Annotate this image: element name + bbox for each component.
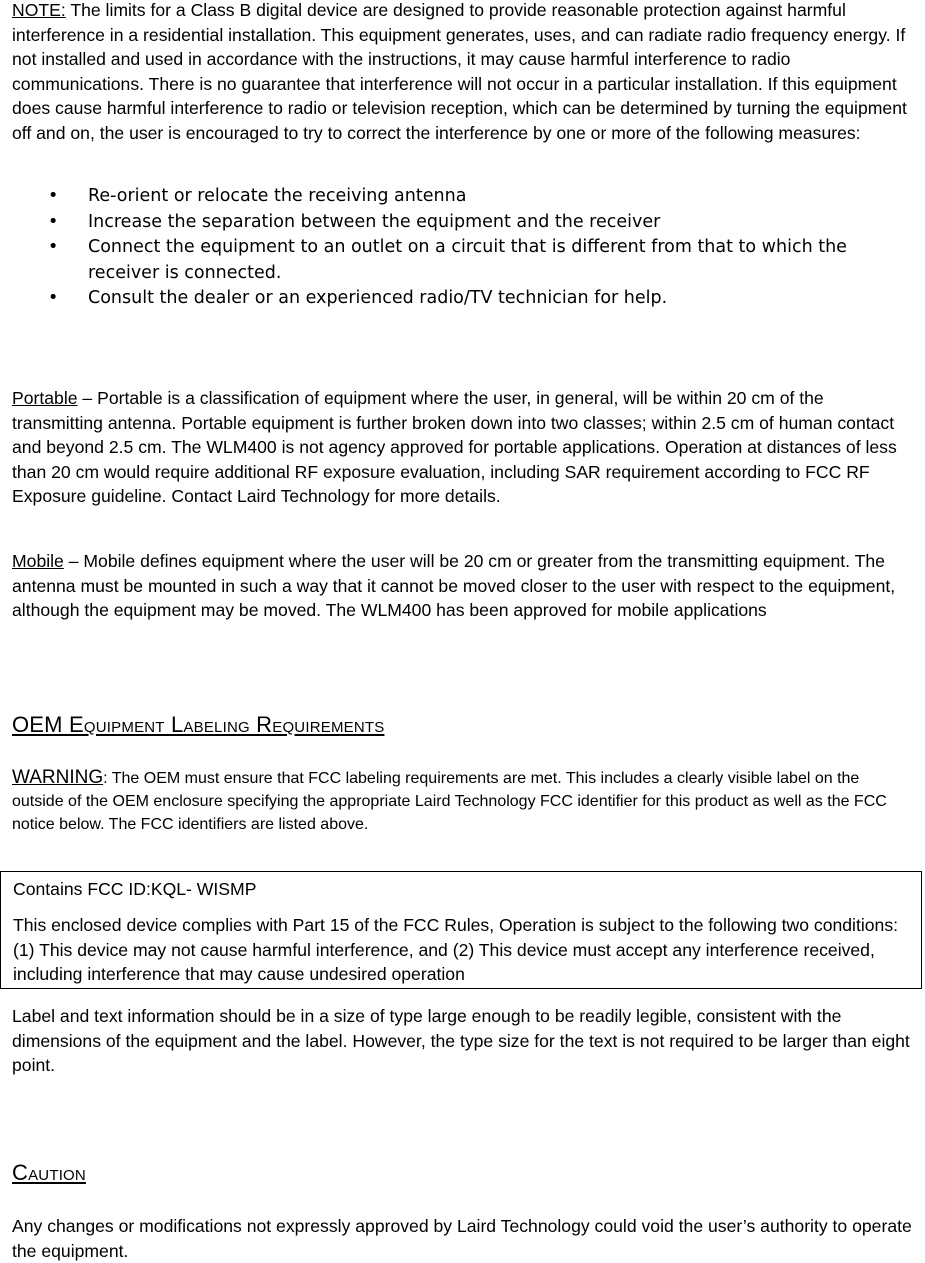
- bullet-icon: •: [48, 186, 59, 206]
- list-item: [0, 184, 925, 210]
- mobile-text: – Mobile defines equipment where the user will be 20 cm or greater from the transmitting equipment. The antenna must be mounted in such a way that it cannot be moved closer to the user with respect to the equipment, although the equipment may be moved. The WLM400 has been approved for mobile applications: [12, 551, 896, 621]
- mobile-label: Mobile: [12, 551, 64, 571]
- measure-text: Connect the equipment to an outlet on a circuit that is different from that to which the receiver is connected.: [88, 237, 847, 283]
- bullet-icon: •: [48, 237, 59, 258]
- measure-text: Re-orient or relocate the receiving antenna: [88, 186, 467, 206]
- fcc-id-line: Contains FCC ID:KQL- WISMP: [13, 879, 257, 899]
- label-size-paragraph: Label and text information should be in a size of type large enough to be readily legible, consistent with the dimensions of the equipment and the label. However, the type size for the text is not required to be larger than eight point.: [12, 1006, 910, 1076]
- bullet-icon: •: [48, 211, 59, 232]
- portable-paragraph: [12, 386, 917, 509]
- measure-text: Increase the separation between the equipment and the receiver: [88, 211, 661, 232]
- note-paragraph: [12, 0, 917, 146]
- fcc-statement: This enclosed device complies with Part 15 of the FCC Rules, Operation is subject to the following two conditions: (1) This device may not cause harmful interference, and (2) This device must accept any interference received, including interference that may cause undesired operation: [13, 915, 899, 985]
- warning-label: WARNING: [12, 767, 104, 788]
- note-label: NOTE:: [12, 0, 66, 20]
- list-item: [0, 210, 925, 236]
- fcc-label-box: [0, 871, 922, 989]
- caution-heading: Caution: [12, 1160, 86, 1185]
- note-text: The limits for a Class B digital device are designed to provide reasonable protection against harmful interference in a residential installation. This equipment generates, uses, and can radiate radio frequency energy. If not installed and used in accordance with the instructions, it may cause harmful interference to radio communications. There is no guarantee that interference will not occur in a particular installation. If this equipment does cause harmful interference to radio or television reception, which can be determined by turning the equipment off and on, the user is encouraged to try to correct the interference by one or more of the following measures:: [12, 0, 907, 143]
- list-item: [0, 235, 925, 286]
- warning-text: : The OEM must ensure that FCC labeling requirements are met. This includes a clearly visible label on the outside of the OEM enclosure specifying the appropriate Laird Technology FCC identifier for this product as well as the FCC notice below. The FCC identifiers are listed above.: [12, 770, 887, 833]
- measure-text: Consult the dealer or an experienced radio/TV technician for help.: [88, 288, 668, 309]
- portable-label: Portable: [12, 388, 78, 408]
- mobile-paragraph: [12, 549, 917, 623]
- oem-labeling-heading: OEM Equipment Labeling Requirements: [12, 712, 385, 737]
- warning-paragraph: [12, 766, 892, 836]
- portable-text: – Portable is a classification of equipment where the user, in general, will be within 20 cm of the transmitting antenna. Portable equipment is further broken down into two classes; within 2.5 cm of human contact and beyond 2.5 cm. The WLM400 is not agency approved for portable applications. Operation at distances of less than 20 cm would require additional RF exposure evaluation, including SAR requirement according to FCC RF Exposure guideline. Contact Laird Technology for more details.: [12, 388, 897, 507]
- bullet-icon: •: [48, 288, 59, 309]
- caution-paragraph: Any changes or modifications not expressly approved by Laird Technology could void the user’s authority to operate the equipment.: [12, 1216, 912, 1261]
- measures-list: [0, 184, 925, 312]
- list-item: [0, 286, 925, 312]
